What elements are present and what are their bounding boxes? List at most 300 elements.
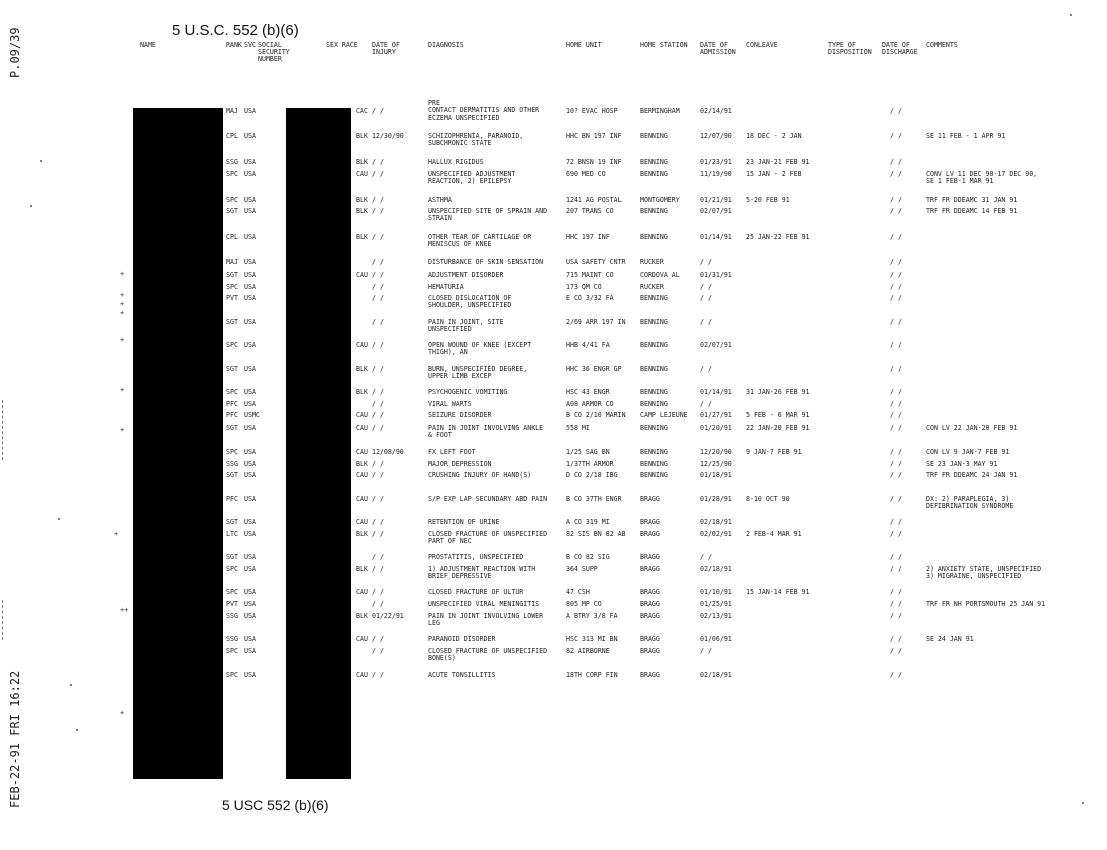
- cell-diagnosis: ACUTE TONSILLITIS: [428, 671, 496, 679]
- cell-admission-date: / /: [700, 294, 712, 302]
- cell-home-station: RUCKER: [640, 283, 664, 291]
- header-name: NAME: [140, 41, 156, 49]
- cell-home-station: BRAGG: [640, 600, 660, 608]
- cell-diagnosis: RETENTION OF URINE: [428, 518, 500, 526]
- cell-conleave: 8-10 OCT 90: [746, 495, 790, 503]
- cell-svc: USA: [244, 233, 256, 241]
- cell-home-unit: 82 AIRBORNE: [566, 647, 610, 655]
- header-svc: SVC: [244, 41, 256, 49]
- cell-injury-date: / /: [372, 400, 384, 408]
- cell-comments: DX: 2) PARAPLEGIA, 3) DEFIBRINATION SYNDROME: [926, 495, 1014, 511]
- cell-diagnosis: CLOSED FRACTURE OF UNSPECIFIED BONE(S): [428, 647, 548, 663]
- cell-injury-date: / /: [372, 411, 384, 419]
- header-injury-date: DATE OF INJURY: [372, 41, 400, 56]
- cell-admission-date: 02/18/91: [700, 518, 732, 526]
- header-sex-race: SEX RACE: [326, 41, 358, 49]
- cell-injury-date: 12/08/90: [372, 448, 404, 456]
- fax-page-number: P.09/39: [8, 27, 22, 78]
- cell-svc: USA: [244, 271, 256, 279]
- cell-diagnosis: MAJOR DEPRESSION: [428, 460, 492, 468]
- cell-svc: USA: [244, 283, 256, 291]
- cell-rank: SSG: [226, 635, 238, 643]
- cell-home-station: BENNING: [640, 424, 668, 432]
- cell-injury-date: / /: [372, 460, 384, 468]
- scan-speck: [1070, 14, 1072, 16]
- cell-race: CAU: [356, 518, 368, 526]
- cell-svc: USA: [244, 158, 256, 166]
- cell-diagnosis: SCHIZOPHRENIA, PARANOID, SUBCHRONIC STATE: [428, 132, 524, 148]
- cell-race: CAU: [356, 448, 368, 456]
- cell-svc: USA: [244, 196, 256, 204]
- cell-rank: SSG: [226, 460, 238, 468]
- cell-race: CAU: [356, 170, 368, 178]
- cell-admission-date: 12/20/90: [700, 448, 732, 456]
- cell-diagnosis: PAIN IN JOINT INVOLVING LOWER LEG: [428, 612, 544, 628]
- cell-svc: USA: [244, 207, 256, 215]
- header-admission-date: DATE OF ADMISSION: [700, 41, 736, 56]
- cell-diagnosis: PAIN IN JOINT INVOLVING ANKLE & FOOT: [428, 424, 544, 440]
- cell-home-station: CORDOVA AL: [640, 271, 680, 279]
- cell-admission-date: 02/14/91: [700, 107, 732, 115]
- cell-home-station: BENNING: [640, 341, 668, 349]
- cell-race: BLK: [356, 196, 368, 204]
- cell-home-unit: 1241 AG POSTAL: [566, 196, 622, 204]
- cell-conleave: 9 JAN-7 FEB 91: [746, 448, 802, 456]
- cell-svc: USA: [244, 635, 256, 643]
- cell-svc: USA: [244, 400, 256, 408]
- cell-rank: CPL: [226, 132, 238, 140]
- cell-rank: CPL: [226, 233, 238, 241]
- cell-svc: USA: [244, 553, 256, 561]
- cell-admission-date: / /: [700, 283, 712, 291]
- cell-rank: SSG: [226, 158, 238, 166]
- cell-diagnosis: PRE CONTACT DERMATITIS AND OTHER ECZEMA UNSPECIFIED: [428, 99, 540, 122]
- cell-discharge-date: / /: [890, 600, 902, 608]
- scan-speck: [40, 160, 42, 162]
- cell-injury-date: 12/30/90: [372, 132, 404, 140]
- cell-rank: LTC: [226, 530, 238, 538]
- margin-mark: +: [120, 300, 125, 308]
- cell-diagnosis: SEIZURE DISORDER: [428, 411, 492, 419]
- margin-mark: ++: [120, 606, 129, 614]
- cell-diagnosis: HALLUX RIGIDUS: [428, 158, 484, 166]
- cell-discharge-date: / /: [890, 518, 902, 526]
- cell-home-unit: HSC 313 MI BN: [566, 635, 618, 643]
- margin-mark: +: [120, 270, 125, 278]
- cell-svc: USA: [244, 132, 256, 140]
- cell-conleave: 15 JAN - 2 FEB: [746, 170, 802, 178]
- cell-home-station: BRAGG: [640, 565, 660, 573]
- cell-injury-date: / /: [372, 233, 384, 241]
- cell-comments: TRF FR NH PORTSMOUTH 25 JAN 91: [926, 600, 1046, 608]
- header-rank: RANK: [226, 41, 242, 49]
- cell-race: BLK: [356, 612, 368, 620]
- cell-home-station: BRAGG: [640, 553, 660, 561]
- cell-injury-date: / /: [372, 647, 384, 655]
- cell-race: CAU: [356, 411, 368, 419]
- cell-home-station: BENNING: [640, 132, 668, 140]
- cell-admission-date: / /: [700, 258, 712, 266]
- cell-home-station: BENNING: [640, 471, 668, 479]
- cell-svc: USA: [244, 588, 256, 596]
- cell-diagnosis: CLOSED FRACTURE OF UNSPECIFIED PART OF NEC: [428, 530, 548, 546]
- cell-svc: USA: [244, 612, 256, 620]
- cell-rank: SGT: [226, 553, 238, 561]
- cell-home-station: BENNING: [640, 365, 668, 373]
- header-home-unit: HOME UNIT: [566, 41, 602, 49]
- cell-diagnosis: PSYCHOGENIC VOMITING: [428, 388, 508, 396]
- cell-rank: PFC: [226, 411, 238, 419]
- cell-svc: USA: [244, 530, 256, 538]
- cell-admission-date: 12/25/90: [700, 460, 732, 468]
- cell-diagnosis: ASTHMA: [428, 196, 452, 204]
- cell-admission-date: / /: [700, 318, 712, 326]
- cell-home-station: BENNING: [640, 294, 668, 302]
- cell-injury-date: / /: [372, 158, 384, 166]
- cell-injury-date: / /: [372, 635, 384, 643]
- cell-race: CAU: [356, 471, 368, 479]
- cell-home-unit: 715 MAINT CO: [566, 271, 614, 279]
- cell-race: CAU: [356, 495, 368, 503]
- cell-diagnosis: CLOSED FRACTURE OF ULTUR: [428, 588, 524, 596]
- cell-discharge-date: / /: [890, 294, 902, 302]
- cell-rank: SGT: [226, 271, 238, 279]
- cell-comments: TRF FR DDEAMC 31 JAN 91: [926, 196, 1018, 204]
- cell-admission-date: 01/06/91: [700, 635, 732, 643]
- cell-discharge-date: / /: [890, 530, 902, 538]
- cell-home-unit: 10? EVAC HOSP: [566, 107, 618, 115]
- cell-rank: SPC: [226, 388, 238, 396]
- cell-diagnosis: ADJUSTMENT DISORDER: [428, 271, 504, 279]
- cell-injury-date: / /: [372, 283, 384, 291]
- cell-home-unit: 805 MP CO: [566, 600, 602, 608]
- cell-home-unit: A08 ARMOR CO: [566, 400, 614, 408]
- cell-conleave: 15 JAN-14 FEB 91: [746, 588, 810, 596]
- cell-discharge-date: / /: [890, 448, 902, 456]
- margin-mark: +: [120, 426, 125, 434]
- scan-speck: [30, 205, 32, 207]
- cell-admission-date: 12/07/90: [700, 132, 732, 140]
- cell-discharge-date: / /: [890, 107, 902, 115]
- cell-svc: USA: [244, 495, 256, 503]
- cell-race: BLK: [356, 565, 368, 573]
- cell-rank: MAJ: [226, 107, 238, 115]
- cell-svc: USA: [244, 424, 256, 432]
- cell-race: CAU: [356, 671, 368, 679]
- margin-mark: +: [120, 386, 125, 394]
- cell-home-station: BENNING: [640, 388, 668, 396]
- cell-admission-date: 02/02/91: [700, 530, 732, 538]
- cell-home-station: BENNING: [640, 170, 668, 178]
- cell-discharge-date: / /: [890, 170, 902, 178]
- cell-diagnosis: CLOSED DISLOCATION OF SHOULDER, UNSPECIFIED: [428, 294, 512, 310]
- cell-injury-date: / /: [372, 671, 384, 679]
- cell-admission-date: 01/21/91: [700, 196, 732, 204]
- cell-svc: USA: [244, 565, 256, 573]
- cell-discharge-date: / /: [890, 635, 902, 643]
- cell-rank: SGT: [226, 424, 238, 432]
- cell-discharge-date: / /: [890, 207, 902, 215]
- cell-admission-date: 01/20/91: [700, 424, 732, 432]
- cell-svc: USA: [244, 365, 256, 373]
- cell-home-station: BENNING: [640, 460, 668, 468]
- cell-injury-date: / /: [372, 207, 384, 215]
- cell-svc: USA: [244, 471, 256, 479]
- cell-rank: SGT: [226, 518, 238, 526]
- cell-discharge-date: / /: [890, 460, 902, 468]
- cell-diagnosis: 1) ADJUSTMENT REACTION WITH BRIEF DEPRESSIVE: [428, 565, 536, 581]
- cell-admission-date: 01/31/91: [700, 271, 732, 279]
- cell-admission-date: / /: [700, 553, 712, 561]
- cell-home-unit: D CO 2/18 IBG: [566, 471, 618, 479]
- cell-conleave: 5-20 FEB 91: [746, 196, 790, 204]
- cell-admission-date: 01/14/91: [700, 388, 732, 396]
- cell-injury-date: / /: [372, 588, 384, 596]
- cell-race: BLK: [356, 530, 368, 538]
- cell-admission-date: 02/07/91: [700, 207, 732, 215]
- cell-rank: PVT: [226, 294, 238, 302]
- cell-race: BLK: [356, 158, 368, 166]
- cell-admission-date: 01/27/91: [700, 411, 732, 419]
- cell-discharge-date: / /: [890, 647, 902, 655]
- cell-svc: USA: [244, 460, 256, 468]
- cell-admission-date: 01/28/91: [700, 495, 732, 503]
- cell-rank: SPC: [226, 170, 238, 178]
- cell-discharge-date: / /: [890, 318, 902, 326]
- header-discharge-date: DATE OF DISCHARGE: [882, 41, 918, 56]
- cell-conleave: 18 DEC - 2 JAN: [746, 132, 802, 140]
- cell-svc: USA: [244, 318, 256, 326]
- cell-injury-date: / /: [372, 530, 384, 538]
- margin-mark: +: [114, 530, 119, 538]
- cell-injury-date: / /: [372, 196, 384, 204]
- cell-diagnosis: BURN, UNSPECIFIED DEGREE, UPPER LIMB EXCEP: [428, 365, 528, 381]
- cell-admission-date: 01/18/91: [700, 471, 732, 479]
- cell-diagnosis: HEMATURIA: [428, 283, 464, 291]
- cell-injury-date: / /: [372, 271, 384, 279]
- cell-discharge-date: / /: [890, 411, 902, 419]
- cell-home-unit: 1/25 SAG BN: [566, 448, 610, 456]
- cell-home-station: BRAGG: [640, 518, 660, 526]
- cell-injury-date: 01/22/91: [372, 612, 404, 620]
- margin-mark: +: [120, 336, 125, 344]
- cell-admission-date: 01/10/91: [700, 588, 732, 596]
- cell-diagnosis: OPEN WOUND OF KNEE (EXCEPT THIGH), AN: [428, 341, 532, 357]
- cell-home-unit: HHC 197 INF: [566, 233, 610, 241]
- cell-rank: SPC: [226, 196, 238, 204]
- cell-diagnosis: UNSPECIFIED ADJUSTMENT REACTION, 2) EPILEPSY: [428, 170, 516, 186]
- cell-discharge-date: / /: [890, 388, 902, 396]
- header-comments: COMMENTS: [926, 41, 958, 49]
- header-conleave: CONLEAVE: [746, 41, 778, 49]
- cell-discharge-date: / /: [890, 258, 902, 266]
- cell-discharge-date: / /: [890, 233, 902, 241]
- cell-admission-date: 01/23/91: [700, 158, 732, 166]
- cell-home-unit: A BTRY 3/8 FA: [566, 612, 618, 620]
- cell-home-unit: HSC 43 ENGR: [566, 388, 610, 396]
- cell-injury-date: / /: [372, 258, 384, 266]
- cell-conleave: 31 JAN-26 FEB 91: [746, 388, 810, 396]
- cell-injury-date: / /: [372, 495, 384, 503]
- cell-race: CAU: [356, 341, 368, 349]
- cell-injury-date: / /: [372, 518, 384, 526]
- cell-admission-date: 01/14/91: [700, 233, 732, 241]
- cell-home-unit: 47 CSH: [566, 588, 590, 596]
- cell-svc: USA: [244, 258, 256, 266]
- cell-rank: SGT: [226, 207, 238, 215]
- cell-svc: USA: [244, 170, 256, 178]
- cell-rank: SGT: [226, 318, 238, 326]
- cell-conleave: 2 FEB-4 MAR 91: [746, 530, 802, 538]
- cell-admission-date: 11/19/90: [700, 170, 732, 178]
- cell-home-unit: A CO 319 MI: [566, 518, 610, 526]
- cell-home-station: MONTGOMERY: [640, 196, 680, 204]
- header-home-station: HOME STATION: [640, 41, 688, 49]
- cell-home-unit: 173 QM CO: [566, 283, 602, 291]
- cell-diagnosis: VIRAL WARTS: [428, 400, 472, 408]
- cell-race: BLK: [356, 460, 368, 468]
- cell-injury-date: / /: [372, 388, 384, 396]
- cell-svc: USA: [244, 671, 256, 679]
- header-disposition-type: TYPE OF DISPOSITION: [828, 41, 872, 56]
- cell-injury-date: / /: [372, 294, 384, 302]
- cell-rank: SPC: [226, 448, 238, 456]
- cell-home-station: BRAGG: [640, 530, 660, 538]
- cell-rank: MAJ: [226, 258, 238, 266]
- cell-home-unit: B CO 37TH ENGR: [566, 495, 622, 503]
- cell-race: BLK: [356, 132, 368, 140]
- cell-comments: 2) ANXIETY STATE, UNSPECIFIED 3) MIGRAINE, UNSPECIFIED: [926, 565, 1042, 581]
- cell-discharge-date: / /: [890, 158, 902, 166]
- cell-home-unit: 1/37TH ARMOR: [566, 460, 614, 468]
- cell-injury-date: / /: [372, 553, 384, 561]
- cell-rank: SSG: [226, 612, 238, 620]
- cell-conleave: 25 JAN-22 FEB 91: [746, 233, 810, 241]
- redaction-stamp-top: 5 U.S.C. 552 (b)(6): [172, 22, 299, 39]
- cell-race: CAC: [356, 107, 368, 115]
- cell-discharge-date: / /: [890, 424, 902, 432]
- cell-svc: USA: [244, 294, 256, 302]
- cell-home-station: BENNING: [640, 400, 668, 408]
- cell-admission-date: 02/07/91: [700, 341, 732, 349]
- cell-discharge-date: / /: [890, 132, 902, 140]
- cell-home-station: BRAGG: [640, 588, 660, 596]
- cell-svc: USMC: [244, 411, 260, 419]
- cell-diagnosis: S/P EXP LAP SECUNDARY ABD PAIN: [428, 495, 548, 503]
- cell-rank: SPC: [226, 647, 238, 655]
- cell-injury-date: / /: [372, 318, 384, 326]
- cell-race: BLK: [356, 207, 368, 215]
- cell-home-unit: 207 TRANS CO: [566, 207, 614, 215]
- cell-diagnosis: PAIN IN JOINT, SITE UNSPECIFIED: [428, 318, 504, 334]
- cell-home-station: CAMP LEJEUNE: [640, 411, 688, 419]
- cell-diagnosis: OTHER TEAR OF CARTILAGE OR MENISCUS OF KNEE: [428, 233, 532, 249]
- cell-home-unit: 72 BNSN 19 INF: [566, 158, 622, 166]
- cell-injury-date: / /: [372, 107, 384, 115]
- cell-admission-date: 01/25/91: [700, 600, 732, 608]
- cell-svc: USA: [244, 600, 256, 608]
- cell-discharge-date: / /: [890, 283, 902, 291]
- cell-home-unit: 18TH CORP FIN: [566, 671, 618, 679]
- cell-race: CAU: [356, 588, 368, 596]
- cell-comments: SE 24 JAN 91: [926, 635, 974, 643]
- cell-home-station: BENNING: [640, 318, 668, 326]
- cell-home-station: BRAGG: [640, 495, 660, 503]
- cell-home-unit: 364 SUPP: [566, 565, 598, 573]
- cell-comments: CONV LV 11 DEC 90-17 DEC 90, SE 1 FEB-1 MAR 91: [926, 170, 1038, 186]
- cell-svc: USA: [244, 518, 256, 526]
- cell-rank: SPC: [226, 341, 238, 349]
- cell-home-unit: USA SAFETY CNTR: [566, 258, 626, 266]
- cell-diagnosis: PARANOID DISORDER: [428, 635, 496, 643]
- cell-admission-date: 02/18/91: [700, 565, 732, 573]
- cell-comments: SE 23 JAN-3 MAY 91: [926, 460, 998, 468]
- cell-home-unit: HHC BN 197 INF: [566, 132, 622, 140]
- redaction-bar-name: [133, 108, 223, 779]
- cell-injury-date: / /: [372, 424, 384, 432]
- cell-discharge-date: / /: [890, 553, 902, 561]
- scan-speck: [58, 518, 60, 520]
- scan-speck: [76, 729, 78, 731]
- redaction-stamp-bottom: 5 USC 552 (b)(6): [222, 797, 329, 813]
- cell-comments: CON LV 22 JAN-20 FEB 91: [926, 424, 1018, 432]
- scan-speck: [1082, 802, 1084, 804]
- cell-home-unit: 2/69 ARR 197 IN: [566, 318, 626, 326]
- cell-rank: PFC: [226, 495, 238, 503]
- margin-mark: +: [120, 291, 125, 299]
- cell-diagnosis: UNSPECIFIED SITE OF SPRAIN AND STRAIN: [428, 207, 548, 223]
- cell-diagnosis: UNSPECIFIED VIRAL MENINGITIS: [428, 600, 540, 608]
- cell-discharge-date: / /: [890, 612, 902, 620]
- cell-discharge-date: / /: [890, 495, 902, 503]
- cell-home-station: BRAGG: [640, 647, 660, 655]
- cell-discharge-date: / /: [890, 588, 902, 596]
- cell-comments: TRF FR DDEAMC 14 FEB 91: [926, 207, 1018, 215]
- cell-home-station: BENNING: [640, 207, 668, 215]
- fax-date-line: FEB-22-91 FRI 16:22: [8, 670, 22, 808]
- cell-home-unit: E CO 3/32 FA: [566, 294, 614, 302]
- redaction-bar-ssn: [286, 108, 351, 779]
- cell-race: CAU: [356, 271, 368, 279]
- cell-home-station: BENNING: [640, 158, 668, 166]
- cell-home-station: BRAGG: [640, 635, 660, 643]
- cell-injury-date: / /: [372, 565, 384, 573]
- cell-comments: TRF FR DDEAMC 24 JAN 91: [926, 471, 1018, 479]
- cell-svc: USA: [244, 647, 256, 655]
- cell-home-station: BRAGG: [640, 671, 660, 679]
- scan-speck: [70, 684, 72, 686]
- cell-race: BLK: [356, 365, 368, 373]
- cell-admission-date: / /: [700, 365, 712, 373]
- cell-svc: USA: [244, 448, 256, 456]
- cell-conleave: 22 JAN-20 FEB 91: [746, 424, 810, 432]
- cell-home-unit: HHB 4/41 FA: [566, 341, 610, 349]
- header-ssn: SOCIAL SECURITY NUMBER: [258, 41, 290, 63]
- cell-rank: SGT: [226, 365, 238, 373]
- cell-admission-date: 02/13/91: [700, 612, 732, 620]
- cell-comments: CON LV 9 JAN-7 FEB 91: [926, 448, 1010, 456]
- margin-mark: +: [120, 709, 125, 717]
- cell-conleave: 5 FEB - 6 MAR 91: [746, 411, 810, 419]
- cell-svc: USA: [244, 107, 256, 115]
- cell-home-unit: 690 MED CO: [566, 170, 606, 178]
- cell-diagnosis: PROSTATITIS, UNSPECIFIED: [428, 553, 524, 561]
- cell-diagnosis: FX LEFT FOOT: [428, 448, 476, 456]
- cell-home-station: BENNING: [640, 233, 668, 241]
- cell-rank: SPC: [226, 588, 238, 596]
- margin-mark: +: [120, 309, 125, 317]
- cell-race: CAU: [356, 424, 368, 432]
